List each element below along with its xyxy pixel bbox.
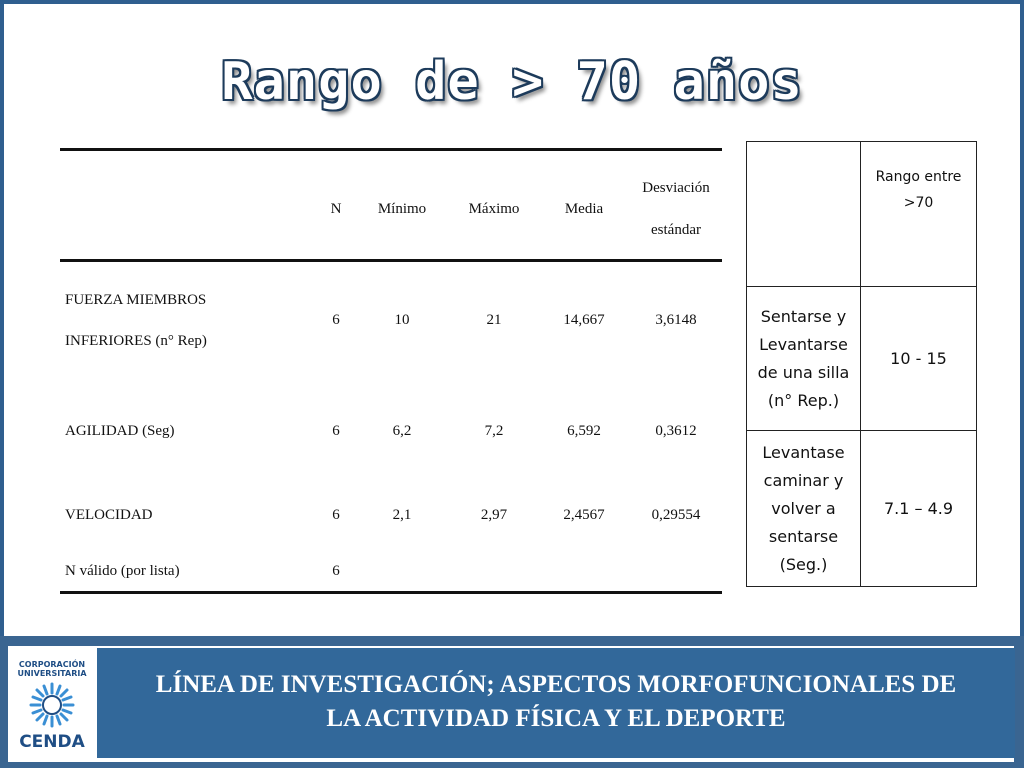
col-header-min: Mínimo [377, 201, 427, 217]
logo-top-line1: CORPORACIÓN [18, 660, 86, 669]
range-label-line: caminar y [763, 470, 844, 490]
range-label-line: volver a [771, 498, 836, 518]
range-label-line: Levantase [762, 442, 845, 462]
range-row [747, 287, 977, 431]
col-header-sd-line1: Desviación [642, 180, 710, 196]
cell-n: 6 [332, 312, 340, 328]
table-header-rule [60, 259, 722, 262]
logo-top-line2: UNIVERSITARIA [17, 669, 87, 678]
logo-sun-icon [29, 682, 75, 728]
range-row-value: 10 - 15 [861, 287, 977, 431]
cell-sd: 0,3612 [655, 423, 697, 439]
range-label-line: Sentarse y [760, 306, 847, 326]
cell-mean: 6,592 [567, 423, 601, 439]
row-label-line2: INFERIORES (n° Rep) [65, 333, 207, 349]
range-table [746, 141, 977, 587]
range-header-row [747, 142, 977, 287]
cell-min: 6,2 [392, 423, 412, 439]
cell-mean: 2,4567 [563, 507, 605, 523]
table-top-rule [60, 148, 722, 151]
logo-top-text [12, 660, 92, 678]
range-empty-cell [747, 142, 861, 287]
row-label-line1: FUERZA MIEMBROS [65, 292, 207, 308]
range-row-label [747, 431, 861, 587]
footer-line2: LA ACTIVIDAD FÍSICA Y EL DEPORTE [326, 705, 786, 732]
range-label-line: (Seg.) [779, 554, 828, 574]
range-row-label [747, 287, 861, 431]
footer-bar [0, 636, 1024, 768]
footer-line1: LÍNEA DE INVESTIGACIÓN; ASPECTOS MORFOFUNCIONALES DE [155, 671, 957, 698]
cell-mean: 14,667 [563, 312, 605, 328]
cell-min: 2,1 [392, 507, 412, 523]
logo-bottom-text: CENDA [19, 732, 85, 752]
range-header [861, 142, 977, 287]
range-label-line: de una silla [757, 362, 850, 382]
range-row-value: 7.1 – 4.9 [861, 431, 977, 587]
col-header-max: Máximo [468, 201, 520, 217]
table-bottom-rule [60, 591, 722, 594]
row-label: AGILIDAD (Seg) [65, 423, 175, 439]
cell-max: 7,2 [484, 423, 504, 439]
range-header-line2: >70 [903, 195, 934, 211]
slide-title [0, 52, 1024, 112]
slide-title-text: Rango de > 70 años [221, 52, 803, 112]
range-label-line: sentarse [768, 526, 839, 546]
col-header-sd-line2: estándar [651, 222, 701, 238]
cell-sd: 3,6148 [655, 312, 697, 328]
cell-min: 10 [394, 312, 410, 328]
cell-n: 6 [332, 563, 340, 579]
row-label: VELOCIDAD [65, 507, 153, 523]
cell-max: 2,97 [480, 507, 508, 523]
range-header-line1: Rango entre [875, 169, 962, 185]
range-label-line: (n° Rep.) [767, 390, 840, 410]
cell-n: 6 [332, 423, 340, 439]
cell-max: 21 [486, 312, 502, 328]
col-header-n: N [330, 201, 342, 217]
cell-n: 6 [332, 507, 340, 523]
footer-banner [97, 648, 1015, 758]
cenda-logo [12, 660, 92, 760]
range-label-line: Levantarse [759, 334, 848, 354]
cell-sd: 0,29554 [651, 507, 701, 523]
col-header-mean: Media [564, 201, 604, 217]
range-row [747, 431, 977, 587]
row-label: N válido (por lista) [65, 563, 180, 579]
